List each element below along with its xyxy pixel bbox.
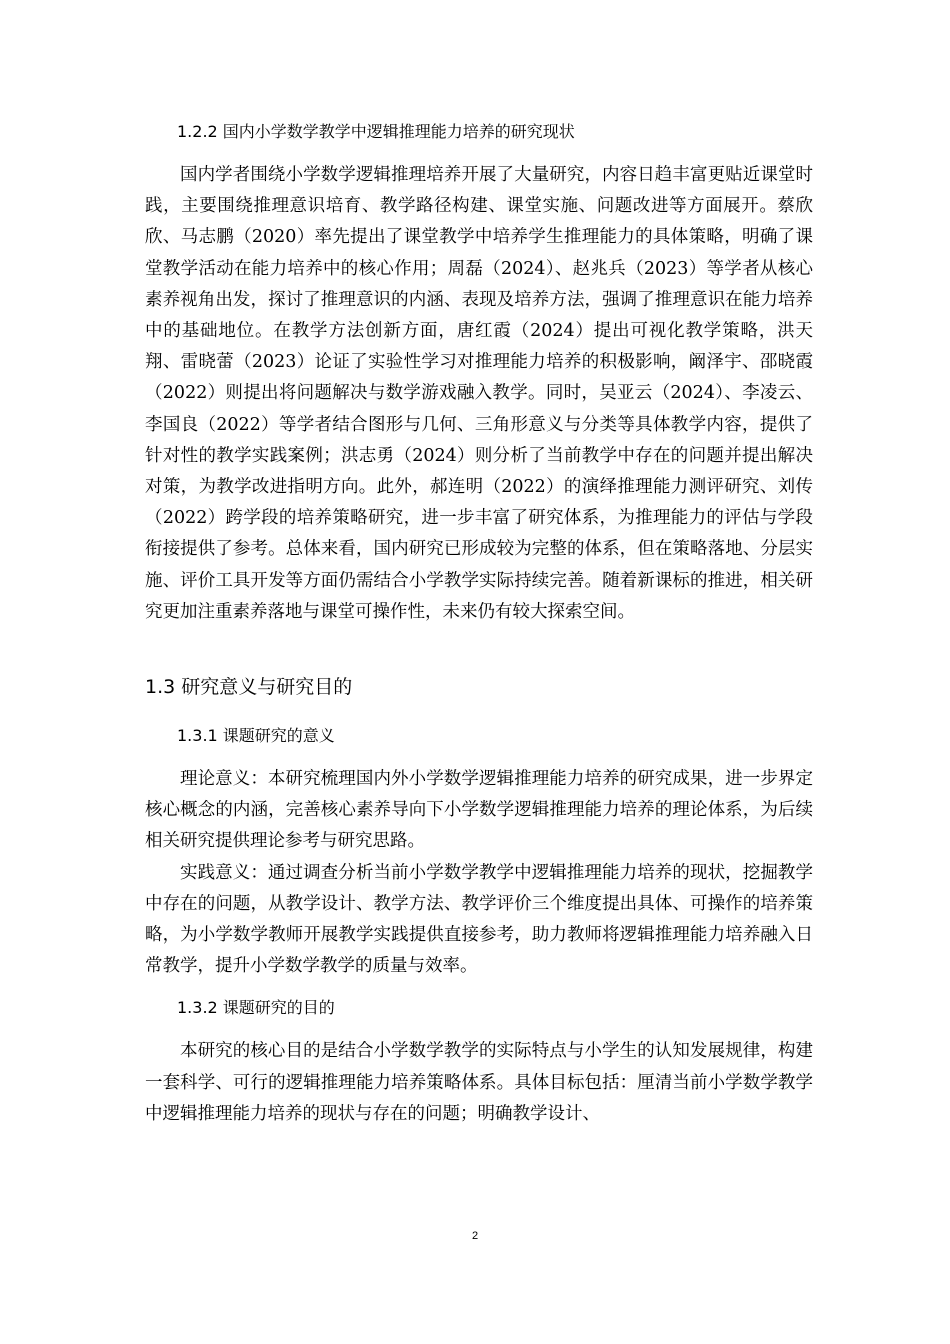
section-heading-1-2-2: 1.2.2 国内小学数学教学中逻辑推理能力培养的研究现状	[177, 122, 575, 141]
paragraph-research-purpose: 本研究的核心目的是结合小学数学教学的实际特点与小学生的认知发展规律，构建一套科学、可行的逻辑推理能力培养策略体系。具体目标包括：厘清当前小学数学教学中逻辑推理能力培养的现状与存在的问题；明确教学设计、	[145, 1041, 813, 1124]
section-heading-1-3-2: 1.3.2 课题研究的目的	[177, 998, 335, 1018]
page-number: 2	[471, 1230, 479, 1242]
paragraph-domestic-research: 国内学者围绕小学数学逻辑推理培养开展了大量研究，内容日趋丰富更贴近课堂时践，主要围绕推理意识培育、教学路径构建、课堂实施、问题改进等方面展开。蔡欣欣、马志鹏（2020）率先提出了课堂教学中培养学生推理能力的具体策略，明确了课堂教学活动在能力培养中的核心作用；周磊（2024）、赵兆兵（2023）等学者从核心素养视角出发，探讨了推理意识的内涵、表现及培养方法，强调了推理意识在能力培养中的基础地位。在教学方法创新方面，唐红霞（2024）提出可视化教学策略，洪天翔、雷晓蕾（2023）论证了实验性学习对推理能力培养的积极影响，阚泽宇、邵晓霞（2022）则提出将问题解决与数学游戏融入教学。同时，吴亚云（2024）、李凌云、李国良（2022）等学者结合图形与几何、三角形意义与分类等具体教学内容，提供了针对性的教学实践案例；洪志勇（2024）则分析了当前教学中存在的问题并提出解决对策，为教学改进指明方向。此外，郝连明（2022）的演绎推理能力测评研究、刘传（2022）跨学段的培养策略研究，进一步丰富了研究体系，为推理能力的评估与学段衔接提供了参考。总体来看，国内研究已形成较为完整的体系，但在策略落地、分层实施、评价工具开发等方面仍需结合小学教学实际持续完善。随着新课标的推进，相关研究更加注重素养落地与课堂可操作性，未来仍有较大探索空间。	[145, 165, 813, 622]
section-heading-1-3-1: 1.3.1 课题研究的意义	[177, 726, 335, 746]
section-heading-1-3: 1.3 研究意义与研究目的	[145, 676, 353, 699]
paragraph-practical-significance: 实践意义：通过调查分析当前小学数学教学中逻辑推理能力培养的现状，挖掘教学中存在的问题，从教学设计、教学方法、教学评价三个维度提出具体、可操作的培养策略，为小学数学教师开展教学实践提供直接参考，助力教师将逻辑推理能力培养融入日常教学，提升小学数学教学的质量与效率。	[145, 862, 813, 977]
paragraph-theoretical-significance: 理论意义：本研究梳理国内外小学数学逻辑推理能力培养的研究成果，进一步界定核心概念的内涵，完善核心素养导向下小学数学逻辑推理能力培养的理论体系，为后续相关研究提供理论参考与研究思路。	[145, 769, 813, 852]
page-content	[145, 118, 813, 1130]
